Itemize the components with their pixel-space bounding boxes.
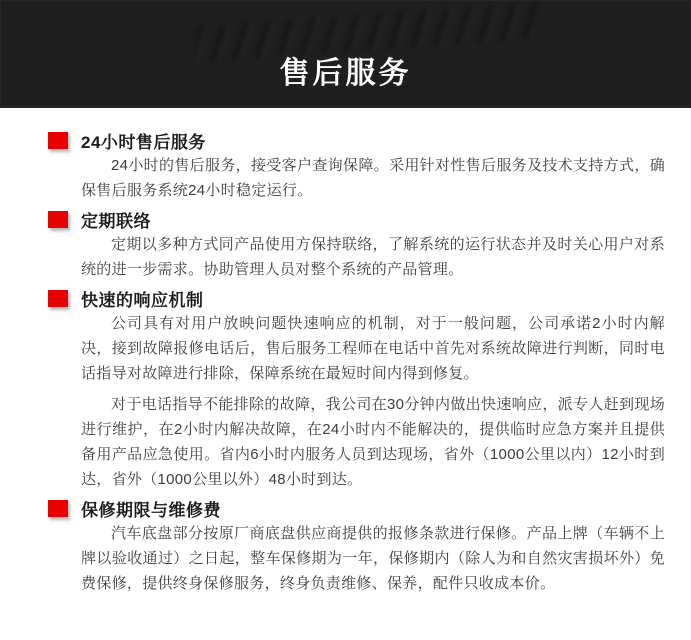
red-square-bullet-icon: [48, 211, 68, 228]
red-square-bullet-icon: [48, 290, 68, 307]
page-title: 售后服务: [279, 57, 412, 90]
section-24h-service: [48, 130, 665, 203]
section-heading-row: [48, 498, 665, 518]
section-paragraph: 对于电话指导不能排除的故障，我公司在30分钟内做出快速响应，派专人赶到现场进行维护，在2小时内解决故障，在24小时内不能解决的，提供临时应急方案并且提供备用产品应急使用。省内6小时内服务人员到达现场，省外（1000公里以内）12小时到达，省外（1000公里以外）48小时到达。: [81, 396, 665, 488]
section-heading: 定期联络: [81, 211, 151, 231]
red-square-bullet-icon: [48, 132, 68, 149]
section-heading: 快速的响应机制: [81, 290, 204, 310]
section-paragraph: 定期以多种方式同产品使用方保持联络，了解系统的运行状态并及时关心用户对系统的进一步需求。协助管理人员对整个系统的产品管理。: [81, 236, 665, 278]
section-regular-contact: [48, 209, 665, 282]
section-paragraph: 公司具有对用户放映问题快速响应的机制，对于一般问题，公司承诺2小时内解决，接到故障报修电话后，售后服务工程师在电话中首先对系统故障进行判断，同时电话指导对故障进行排除，保障系统在最短时间内得到修复。: [81, 315, 665, 382]
section-heading: 保修期限与维修费: [81, 500, 221, 520]
red-square-bullet-icon: [48, 500, 68, 517]
section-rapid-response: [48, 288, 665, 492]
section-warranty: [48, 498, 665, 596]
section-paragraph: 汽车底盘部分按原厂商底盘供应商提供的报修条款进行保修。产品上牌（车辆不上牌以验收通过）之日起，整车保修期为一年，保修期内（除人为和自然灾害损坏外）免费保修，提供终身保修服务，终身负责维修、保养，配件只收成本价。: [81, 525, 665, 592]
section-paragraph: 24小时的售后服务，接受客户查询保障。采用针对性售后服务及技术支持方式，确保售后服务系统24小时稳定运行。: [81, 157, 665, 199]
content: [0, 108, 691, 596]
header-banner: [0, 0, 691, 108]
section-heading-row: [48, 288, 665, 308]
section-heading-row: [48, 130, 665, 150]
section-heading: 24小时售后服务: [81, 132, 206, 152]
section-heading-row: [48, 209, 665, 229]
